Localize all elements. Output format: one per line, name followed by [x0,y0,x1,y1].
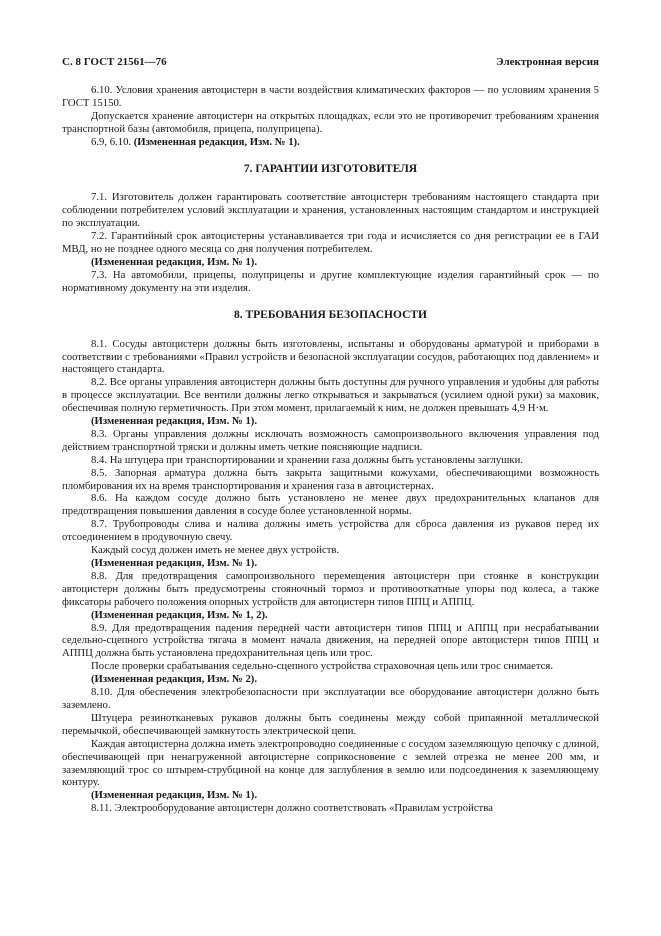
revision-text: (Измененная редакция, Изм. № 1, 2). [91,608,268,621]
paragraph-8-11: 8.11. Электрооборудование автоцистерн должно соответствовать «Правилам устройства [91,802,493,815]
paragraph-8-4: 8.4. На штуцера при транспортировании и хранении газа должны быть установлены заглушки. [91,453,523,466]
revision-note-8-2 [62,415,599,428]
paragraph-7-3: 7.3. На автомобили, прицепы, полуприцепы и другие комплектующие изделия гарантийный срок — по нормативному документу на эти изделия. [62,268,599,294]
section-7-title: 7. ГАРАНТИИ ИЗГОТОВИТЕЛЯ [243,162,418,175]
header-standard-number: С. 8 ГОСТ 21561—76 [62,56,167,68]
paragraph-8-8: 8.8. Для предотвращения самопроизвольного перемещения автоцистерн при стоянке в конструкции автоцистерн должны быть предусмотрены стояночный тормоз и противооткатные упоры под колеса, а также фиксаторы рабочего положения опорных устройств для автоцистерн типов ППЦ и АППЦ. [62,569,599,608]
paragraph-8-10-grounding: Каждая автоцистерна должна иметь электропроводно соединенные с сосудом заземляющую цепочку с длиной, обеспечивающей при ненагруженной автоцистерне соприкосновение с землей отрезка не менее 200 мм, и заземляющий трос со штырем-струбциной на конце для заглубления в землю или подсоединения к заземляющему контуру. [62,737,599,789]
revision-text: (Измененная редакция, Изм. № 1). [91,557,258,569]
revision-note-8-10 [62,789,599,802]
paragraph-8-10-hoses: Штуцера резинотканевых рукавов должны быть соединены между собой припаянной металлической перемычкой, обеспечивающей замкнутость электрической цепи. [62,711,599,737]
paragraph-8-7-devices: Каждый сосуд должен иметь не менее двух устройств. [91,544,340,557]
paragraph-6-10-storage: Допускается хранение автоцистерн на открытых площадках, если это не противоречит требованиям хранения транспортной базы (автомобиля, прицепа, полуприцепа). [62,109,599,135]
paragraph-8-6: 8.6. На каждом сосуде должно быть установлено не менее двух предохранительных клапанов для предотвращения повышения давления в сосуде более установленной нормы. [62,492,599,518]
revision-text: (Измененная редакция, Изм. № 2). [91,673,258,686]
paragraph-8-9-check: После проверки срабатывания седельно-сцепного устройства страховочная цепь или трос снимается. [91,660,553,673]
revision-note-6 [62,136,599,149]
revision-note-8-9 [62,673,599,686]
paragraph-8-7: 8.7. Трубопроводы слива и налива должны иметь устройства для сброса давления из рукавов перед их отсоединением в продувочную свечу. [62,518,599,544]
revision-note-8-7 [62,557,599,570]
paragraph-8-9: 8.9. Для предотвращения падения передней части автоцистерн типов ППЦ и АППЦ при несрабатывании седельно-сцепного устройства тягача в момент начала движения, на передней опоре автоцистерн типов ППЦ и АППЦ должна быть установлена предохранительная цепь или трос. [62,621,599,660]
revision-text: (Измененная редакция, Изм. № 1). [91,255,258,268]
section-8-title: 8. ТРЕБОВАНИЯ БЕЗОПАСНОСТИ [233,308,428,321]
revision-note-8-8 [62,609,599,622]
paragraph-7-2: 7.2. Гарантийный срок автоцистерны устанавливается три года и исчисляется со дня регистрации ее в ГАИ МВД, но не позднее одного месяца со дня получения потребителем. [62,230,599,256]
header-edition-label: Электронная версия [496,56,599,68]
paragraph-8-10: 8.10. Для обеспечения электробезопасности при эксплуатации все оборудование автоцистерн должно быть заземлено. [62,686,599,711]
document-body [62,84,599,815]
revision-text: (Измененная редакция, Изм. № 1). [133,135,300,148]
paragraph-6-10: 6.10. Условия хранения автоцистерн в части воздействия климатических факторов — по условиям хранения 5 ГОСТ 15150. [62,84,599,109]
paragraph-8-5: 8.5. Запорная арматура должна быть закрыта защитными кожухами, обеспечивающими возможность пломбирования их на время транспортирования и хранения газа в автоцистернах. [62,466,599,492]
paragraph-8-1: 8.1. Сосуды автоцистерн должны быть изготовлены, испытаны и оборудованы арматурой и приборами в соответствии с требованиями «Правил устройств и безопасной эксплуатации сосудов, работающих под давлением» и настоящего стандарта. [62,337,599,376]
revision-text: (Измененная редакция, Изм. № 1). [91,789,258,802]
paragraph-8-2: 8.2. Все органы управления автоцистерн должны быть доступны для ручного управления и удобны для работы в процессе эксплуатации. Все вентили должны легко открываться и закрываться (усилием одной руки) за маховик, обеспечивая полную герметичность. При этом момент, прилагаемый к ним, не должен превышать 4,9 Н·м. [62,376,599,415]
revision-note-7-2 [62,256,599,269]
paragraph-8-3: 8.3. Органы управления должны исключать возможность самопроизвольного включения управления под действием транспортной тряски и должны иметь четкие поясняющие надписи. [62,427,599,453]
revision-prefix: 6.9, 6.10. [91,135,134,148]
revision-text: (Измененная редакция, Изм. № 1). [91,415,258,428]
paragraph-7-1: 7.1. Изготовитель должен гарантировать соответствие автоцистерн требованиям настоящего стандарта при соблюдении потребителем условий эксплуатации и хранения, установленных настоящим стандартом и инструкцией по эксплуатации. [62,191,599,230]
